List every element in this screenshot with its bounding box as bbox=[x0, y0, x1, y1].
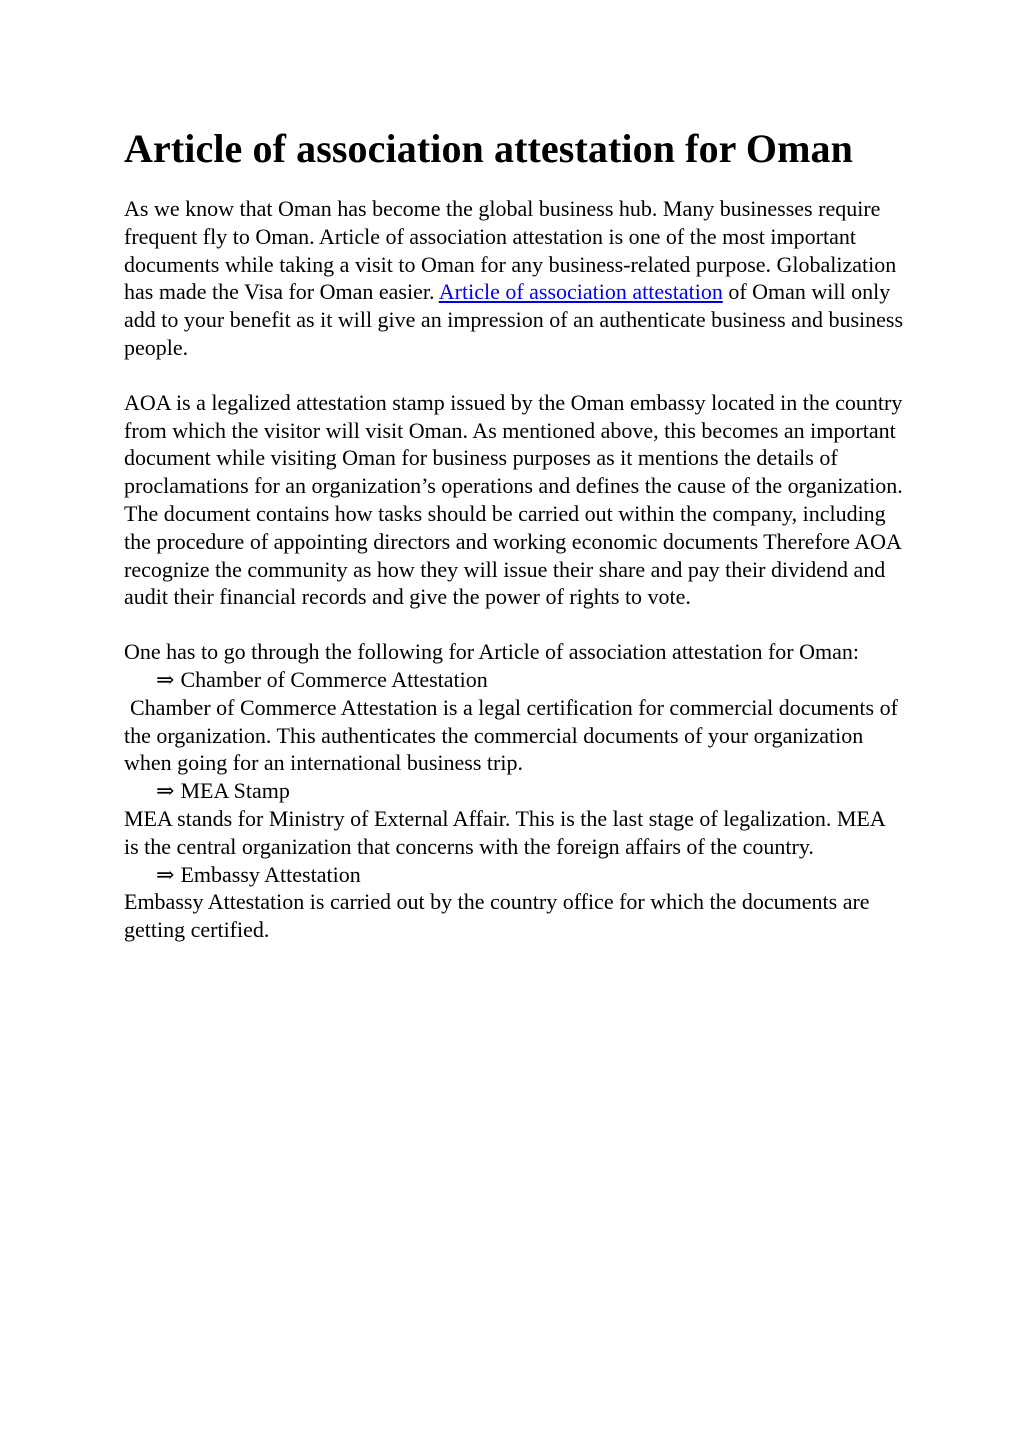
step-heading-label: MEA Stamp bbox=[180, 778, 290, 804]
step-description: Chamber of Commerce Attestation is a legal certification for commercial documents of the organization. This authenticates the commercial documents of your organization when going for an international business trip. bbox=[124, 694, 898, 776]
step-chamber-of-commerce bbox=[124, 666, 904, 777]
step-heading-label: Chamber of Commerce Attestation bbox=[180, 666, 488, 692]
intro-text-after-link: of Oman will only add to your benefit as it will give an impression of an authenticate business and business people. bbox=[124, 279, 904, 360]
intro-text-before-link: As we know that Oman has become the global business hub. Many businesses require frequent fly to Oman. Article of association attestation is one of the most important documents while taking a visit to Oman for any business-related purpose. Globalization has made the Visa for Oman easier. bbox=[124, 196, 897, 305]
step-heading bbox=[124, 861, 904, 889]
steps-intro: One has to go through the following for Article of association attestation for Oman: bbox=[124, 639, 860, 665]
document-title: Article of association attestation for Oman bbox=[124, 126, 853, 171]
intro-paragraph bbox=[124, 195, 904, 362]
step-heading bbox=[124, 777, 904, 805]
step-heading-label: Embassy Attestation bbox=[180, 861, 361, 887]
aoa-paragraph: AOA is a legalized attestation stamp issued by the Oman embassy located in the country from which the visitor will visit Oman. As mentioned above, this becomes an important document while visiting Oman for business purposes as it mentions the details of proclamations for an organization’s operations and defines the cause of the organization. The document contains how tasks should be carried out within the company, including the procedure of appointing directors and working economic documents Therefore AOA recognize the community as how they will issue their share and pay their dividend and audit their financial records and give the power of rights to vote. bbox=[124, 389, 903, 610]
step-description: MEA stands for Ministry of External Affair. This is the last stage of legalization. MEA is the central organization that concerns with the foreign affairs of the country. bbox=[124, 805, 885, 859]
step-mea-stamp bbox=[124, 777, 904, 860]
document-page bbox=[124, 124, 904, 944]
right-double-arrow-icon: ⇒ bbox=[156, 778, 175, 804]
right-double-arrow-icon: ⇒ bbox=[156, 666, 175, 692]
step-embassy-attestation bbox=[124, 861, 904, 944]
right-double-arrow-icon: ⇒ bbox=[156, 861, 175, 887]
article-of-association-link[interactable]: Article of association attestation bbox=[438, 279, 723, 305]
step-heading bbox=[124, 666, 904, 694]
step-description: Embassy Attestation is carried out by the country office for which the documents are getting certified. bbox=[124, 889, 870, 943]
